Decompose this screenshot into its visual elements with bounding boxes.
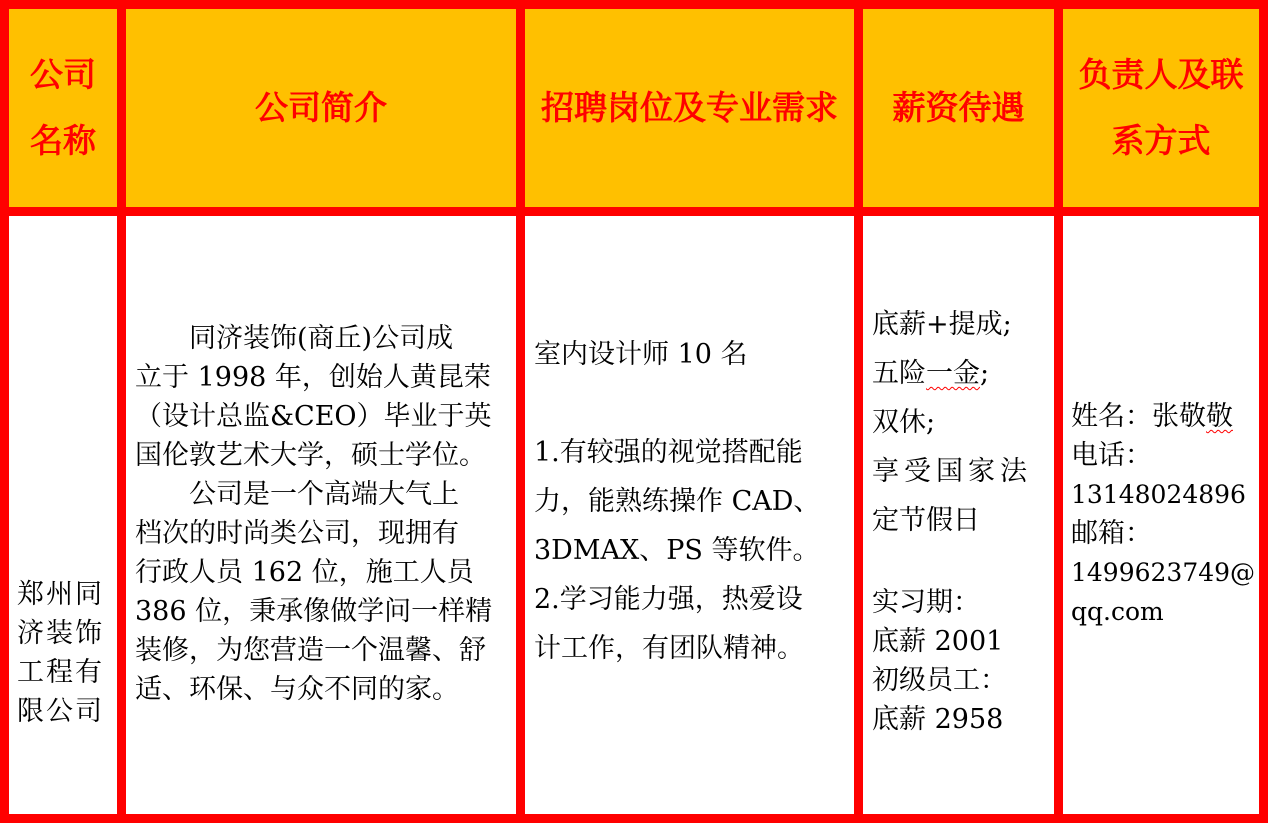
header-contact-line1: 负责人及联 [1078, 55, 1244, 94]
intro-line: 386 位，秉承像做学问一样精 [135, 596, 493, 627]
header-positions-label: 招聘岗位及专业需求 [541, 88, 838, 127]
intro-line: 同济装饰(商丘)公司成 [189, 323, 454, 354]
header-company-name-line1: 公司 [30, 55, 96, 94]
requirement-line: 力，能熟练操作 CAD、 [534, 486, 821, 517]
company-name-line: 郑州同 [17, 579, 104, 610]
contact-phone-label: 电话： [1071, 440, 1152, 471]
header-company-name [9, 9, 117, 207]
header-salary [863, 9, 1054, 207]
intro-line: 行政人员 162 位，施工人员 [135, 557, 474, 588]
cell-positions [525, 216, 854, 814]
contact-email: 1499623749@ [1071, 558, 1256, 587]
header-salary-label: 薪资待遇 [892, 88, 1025, 127]
header-company-intro [126, 9, 516, 207]
position-title: 室内设计师 10 名 [534, 339, 748, 370]
intro-line: 档次的时尚类公司，现拥有 [135, 518, 459, 549]
salary-line: 五险一金; [872, 358, 990, 389]
intro-line: 立于 1998 年，创始人黄昆荣 [135, 362, 491, 393]
header-positions [525, 9, 854, 207]
intro-line: 公司是一个高端大气上 [189, 479, 459, 510]
intro-line: 装修，为您营造一个温馨、舒 [135, 635, 486, 666]
contact-email: qq.com [1071, 597, 1164, 626]
header-contact-line2: 系方式 [1111, 121, 1211, 160]
requirement-line: 3DMAX、PS 等软件。 [534, 535, 820, 566]
spacer [534, 379, 820, 428]
contact-name: 姓名：张敬敬 [1071, 401, 1233, 432]
requirement-line: 计工作，有团队精神。 [534, 633, 804, 664]
contact-phone: 13148024896 [1071, 480, 1246, 509]
salary-line: 双休; [872, 407, 936, 438]
intern-line: 实习期： [872, 587, 980, 618]
intro-line: （设计总监&CEO）毕业于英 [135, 401, 492, 432]
company-name-line: 工程有 [17, 657, 104, 688]
intern-line: 底薪 2958 [872, 704, 1004, 735]
header-company-name-line2: 名称 [30, 121, 96, 160]
header-contact [1063, 9, 1259, 207]
cell-contact [1063, 216, 1259, 814]
requirement-line: 2.学习能力强，热爱设 [534, 584, 803, 615]
cell-salary [863, 216, 1054, 814]
header-company-intro-label: 公司简介 [255, 88, 387, 127]
salary-line: 底薪+提成; [872, 309, 1012, 340]
intern-line: 底薪 2001 [872, 626, 1004, 657]
intern-line: 初级员工： [872, 665, 1007, 696]
company-name-line: 济装饰 [17, 618, 104, 649]
intro-line: 国伦敦艺术大学，硕士学位。 [135, 440, 486, 471]
cell-company-intro [126, 216, 516, 814]
cell-company-name [9, 216, 117, 814]
requirement-line: 1.有较强的视觉搭配能 [534, 437, 803, 468]
salary-line: 定节假日 [872, 505, 980, 536]
salary-line: 享受国家法 [872, 456, 1032, 487]
company-name-line: 限公司 [17, 696, 104, 727]
contact-email-label: 邮箱： [1071, 518, 1152, 549]
intro-line: 适、环保、与众不同的家。 [135, 674, 459, 705]
